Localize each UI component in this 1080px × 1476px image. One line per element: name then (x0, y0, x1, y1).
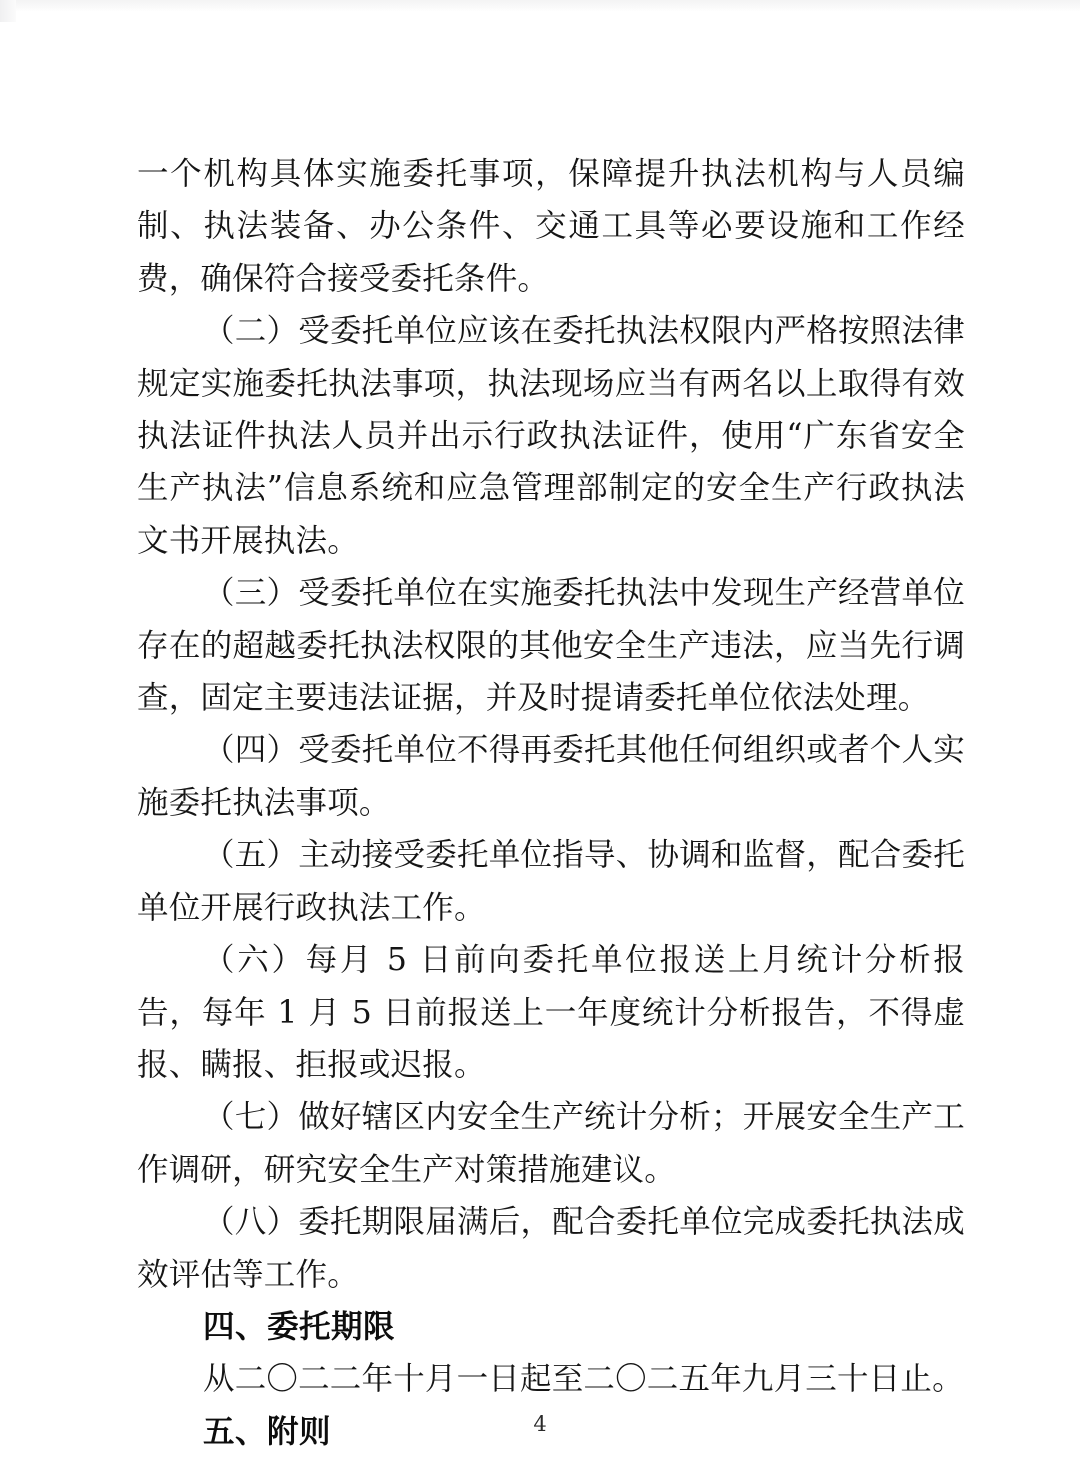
paragraph-continuation: 一个机构具体实施委托事项，保障提升执法机构与人员编制、执法装备、办公条件、交通工具等必要设施和工作经费，确保符合接受委托条件。 (137, 156, 965, 297)
paragraph-item-8: （八）委托期限届满后，配合委托单位完成委托执法成效评估等工作。 (137, 1204, 965, 1293)
document-body (137, 148, 965, 1458)
paragraph-item-5: （五）主动接受委托单位指导、协调和监督，配合委托单位开展行政执法工作。 (137, 837, 965, 926)
section-heading-four: 四、委托期限 (203, 1308, 396, 1345)
section-four-body: 从二〇二二年十月一日起至二〇二五年九月三十日止。 (203, 1361, 964, 1398)
page-number: 4 (533, 1412, 547, 1436)
paragraph-item-2: （二）受委托单位应该在委托执法权限内严格按照法律规定实施委托执法事项，执法现场应当有两名以上取得有效执法证件执法人员并出示行政执法证件，使用“广东省安全生产执法”信息系统和应急管理部制定的安全生产行政执法文书开展执法。 (137, 313, 965, 559)
paragraph-item-6: （六）每月 5 日前向委托单位报送上月统计分析报告，每年 1 月 5 日前报送上一年度统计分析报告，不得虚报、瞒报、拒报或迟报。 (137, 942, 965, 1083)
paragraph-item-7: （七）做好辖区内安全生产统计分析；开展安全生产工作调研，研究安全生产对策措施建议。 (137, 1099, 965, 1188)
section-heading-five: 五、附则 (203, 1413, 332, 1450)
scan-edge-artifact-corner (0, 0, 16, 22)
paragraph-item-4: （四）受委托单位不得再委托其他任何组织或者个人实施委托执法事项。 (137, 732, 965, 821)
paragraph-item-3: （三）受委托单位在实施委托执法中发现生产经营单位存在的超越委托执法权限的其他安全生产违法，应当先行调查，固定主要违法证据，并及时提请委托单位依法处理。 (137, 575, 965, 717)
scan-edge-artifact-top (0, 0, 1080, 12)
